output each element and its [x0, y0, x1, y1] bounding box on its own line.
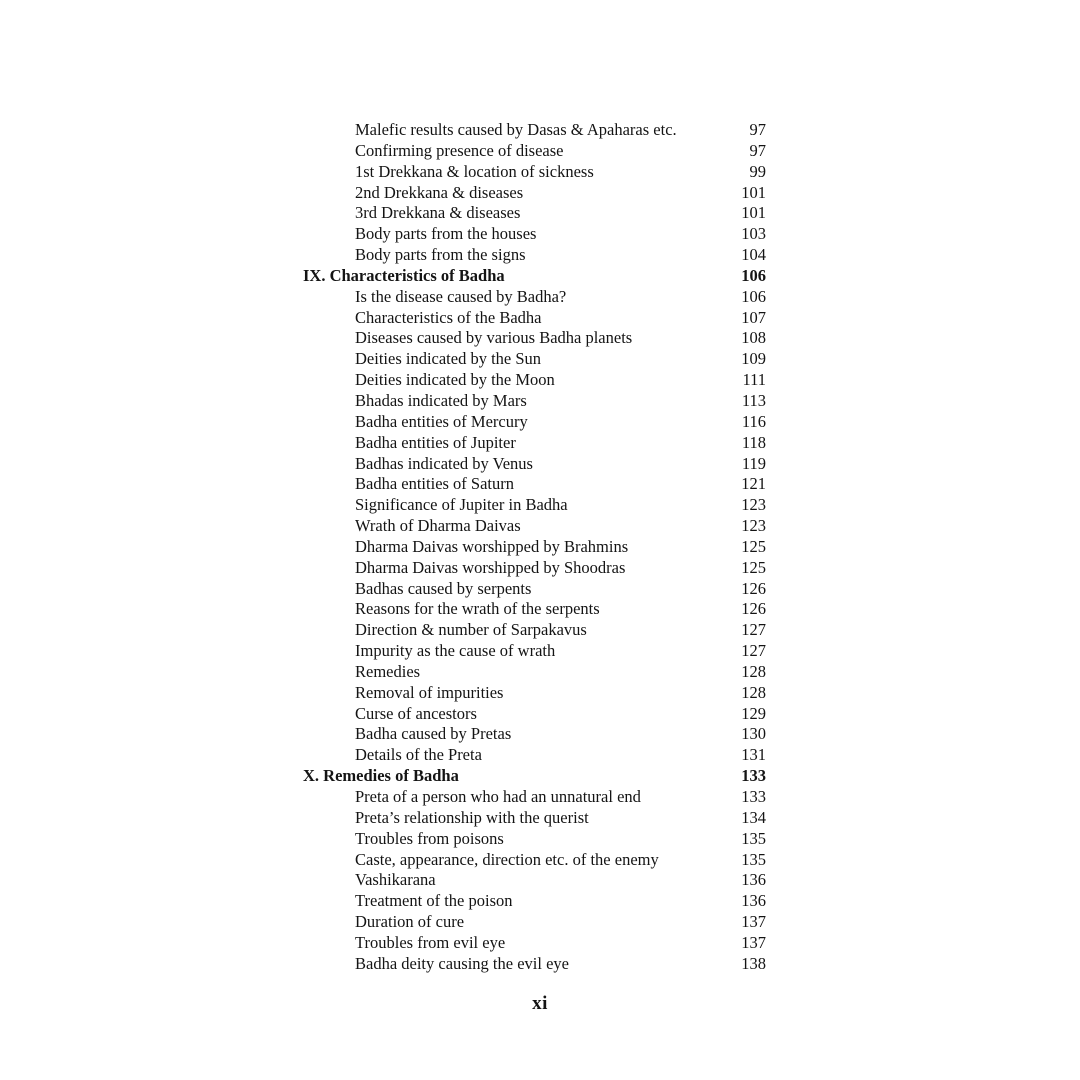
toc-entry-title: Details of the Preta — [355, 745, 482, 765]
toc-section-entry — [303, 662, 766, 683]
toc-page-number: 108 — [741, 328, 766, 348]
toc-page-number: 123 — [741, 495, 766, 515]
toc-section-entry — [303, 308, 766, 329]
toc-page-number: 111 — [742, 370, 766, 390]
toc-entry-title: Duration of cure — [355, 912, 465, 932]
toc-section-entry — [303, 391, 766, 412]
toc-section-entry — [303, 474, 766, 495]
toc-section-entry — [303, 599, 766, 620]
toc-section-entry — [303, 850, 766, 871]
toc-entry-title: Deities indicated by the Moon — [355, 370, 555, 390]
toc-section-entry — [303, 224, 766, 245]
toc-page-number: 126 — [741, 578, 766, 598]
toc-page-number: 123 — [741, 516, 766, 536]
page-number: xi — [532, 993, 548, 1014]
toc-section-entry — [303, 141, 766, 162]
toc-page-number: 133 — [741, 766, 766, 786]
toc-entry-title: Confirming presence of disease — [355, 140, 564, 160]
toc-entry-title: Dharma Daivas worshipped by Shoodras — [355, 557, 626, 577]
toc-section-entry — [303, 829, 766, 850]
toc-section-entry — [303, 620, 766, 641]
toc-section-entry — [303, 454, 766, 475]
toc-page-number: 127 — [741, 620, 766, 640]
toc-entry-title: Badha deity causing the evil eye — [355, 953, 569, 973]
toc-section-entry — [303, 641, 766, 662]
toc-section-entry — [303, 683, 766, 704]
toc-page-number: 106 — [741, 286, 766, 306]
toc-section-entry — [303, 724, 766, 745]
toc-chapter-entry — [303, 266, 766, 287]
toc-page-number: 130 — [741, 724, 766, 744]
toc-page-number: 119 — [741, 453, 766, 473]
toc-entry-title: Deities indicated by the Sun — [355, 349, 542, 369]
toc-entry-title: 3rd Drekkana & diseases — [355, 203, 521, 223]
toc-section-entry — [303, 891, 766, 912]
toc-entry-title: Body parts from the signs — [355, 245, 526, 265]
toc-section-entry — [303, 287, 766, 308]
toc-entry-title: 1st Drekkana & location of sickness — [355, 161, 594, 181]
toc-entry-title: Remedies — [355, 661, 421, 681]
toc-section-entry — [303, 912, 766, 933]
toc-chapter-entry — [303, 766, 766, 787]
toc-entry-title: Removal of impurities — [355, 682, 504, 702]
toc-section-entry — [303, 328, 766, 349]
toc-section-entry — [303, 870, 766, 891]
toc-entry-title: Curse of ancestors — [355, 703, 477, 723]
toc-section-entry — [303, 495, 766, 516]
toc-page-number: 136 — [741, 870, 766, 890]
toc-section-entry — [303, 808, 766, 829]
toc-page-number: 137 — [741, 912, 766, 932]
toc-entry-title: Characteristics of the Badha — [355, 307, 542, 327]
toc-section-entry — [303, 954, 766, 975]
toc-entry-title: Badha caused by Pretas — [355, 724, 512, 744]
toc-entry-title: Troubles from poisons — [355, 828, 504, 848]
toc-section-entry — [303, 704, 766, 725]
toc-entry-title: Badha entities of Mercury — [355, 411, 528, 431]
toc-section-entry — [303, 162, 766, 183]
toc-section-entry — [303, 537, 766, 558]
toc-section-entry — [303, 245, 766, 266]
toc-page-number: 97 — [749, 120, 766, 139]
toc-entry-title: Preta’s relationship with the querist — [355, 807, 589, 827]
toc-page-number: 104 — [741, 245, 766, 265]
toc-section-entry — [303, 787, 766, 808]
toc-entry-title: Badha entities of Jupiter — [355, 432, 516, 452]
toc-page-number: 101 — [741, 182, 766, 202]
toc-entry-title: Is the disease caused by Badha? — [355, 286, 567, 306]
toc-chapter-title: X. Remedies of Badha — [303, 766, 459, 786]
toc-entry-title: Dharma Daivas worshipped by Brahmins — [355, 536, 629, 556]
toc-page-number: 133 — [741, 787, 766, 806]
toc-entry-title: Reasons for the wrath of the serpents — [355, 599, 600, 619]
toc-page-number: 138 — [741, 953, 766, 973]
toc-entry-title: Significance of Jupiter in Badha — [355, 495, 568, 515]
toc-entry-title: Direction & number of Sarpakavus — [355, 620, 587, 640]
toc-page-number: 135 — [741, 849, 766, 869]
toc-page-number: 135 — [741, 828, 766, 848]
toc-section-entry — [303, 183, 766, 204]
toc-section-entry — [303, 203, 766, 224]
toc-section-entry — [303, 516, 766, 537]
toc-page-number: 127 — [741, 641, 766, 661]
toc-entry-title: Body parts from the houses — [355, 224, 537, 244]
toc-page-number: 109 — [741, 349, 766, 369]
toc-page-number: 99 — [749, 161, 766, 181]
toc-page-number: 125 — [741, 557, 766, 577]
toc-entry-title: 2nd Drekkana & diseases — [355, 182, 524, 202]
toc-entry-title: Caste, appearance, direction etc. of the enemy — [355, 849, 659, 869]
toc-section-entry — [303, 433, 766, 454]
toc-section-entry — [303, 558, 766, 579]
toc-chapter-title: IX. Characteristics of Badha — [303, 265, 505, 285]
toc-page-number: 128 — [741, 661, 766, 681]
toc-entry-title: Badhas caused by serpents — [355, 578, 532, 598]
toc-page-number: 125 — [741, 536, 766, 556]
toc-page-number: 101 — [741, 203, 766, 223]
toc-page-number: 129 — [741, 703, 766, 723]
toc-entry-title: Badhas indicated by Venus — [355, 453, 533, 473]
toc-page-number: 97 — [749, 140, 766, 160]
toc-section-entry — [303, 370, 766, 391]
toc-entry-title: Troubles from evil eye — [355, 932, 506, 952]
toc-page-number: 131 — [741, 745, 766, 765]
toc-page-number: 118 — [741, 432, 766, 452]
toc-page-number: 126 — [741, 599, 766, 619]
toc-section-entry — [303, 349, 766, 370]
toc-entry-title: Badha entities of Saturn — [355, 474, 515, 494]
toc-page-number: 116 — [741, 411, 766, 431]
toc-section-entry — [303, 579, 766, 600]
toc-entry-title: Wrath of Dharma Daivas — [355, 516, 521, 536]
toc-page-number: 103 — [741, 224, 766, 244]
toc-page-number: 106 — [741, 265, 766, 285]
toc-entry-title: Bhadas indicated by Mars — [355, 390, 527, 410]
toc-section-entry — [303, 745, 766, 766]
toc-section-entry — [303, 120, 766, 141]
toc-section-entry — [303, 933, 766, 954]
toc-page-number: 128 — [741, 682, 766, 702]
toc-page-number: 121 — [741, 474, 766, 494]
toc-page-number: 113 — [741, 390, 766, 410]
toc-section-entry — [303, 412, 766, 433]
toc-entry-title: Diseases caused by various Badha planets — [355, 328, 633, 348]
toc-entry-title: Treatment of the poison — [355, 891, 513, 911]
toc-entry-title: Impurity as the cause of wrath — [355, 641, 556, 661]
toc-page-number: 136 — [741, 891, 766, 911]
toc-page-number: 107 — [741, 307, 766, 327]
toc-entry-title: Malefic results caused by Dasas & Apaharas etc. — [355, 120, 677, 139]
table-of-contents — [303, 120, 766, 975]
toc-entry-title: Vashikarana — [355, 870, 436, 890]
toc-entry-title: Preta of a person who had an unnatural end — [355, 787, 641, 806]
toc-page-number: 134 — [741, 807, 766, 827]
toc-page-number: 137 — [741, 932, 766, 952]
